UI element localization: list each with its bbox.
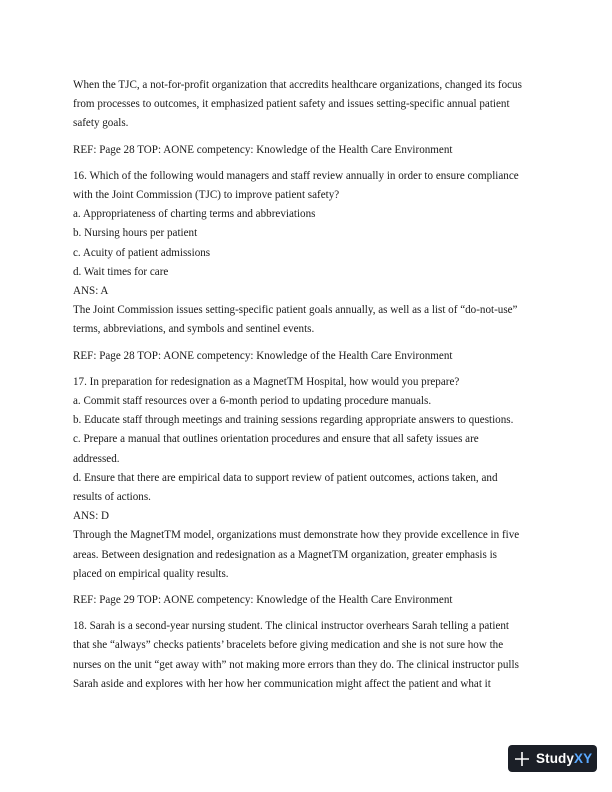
- text-block: [73, 617, 543, 694]
- paragraph-gap: [73, 610, 543, 617]
- text-line: a. Commit staff resources over a 6-month period to updating procedure manuals.: [73, 395, 432, 408]
- studyxy-badge[interactable]: [508, 745, 597, 772]
- text-line: safety goals.: [73, 117, 129, 130]
- text-block: [73, 373, 543, 584]
- plus-sparkle-icon: [515, 752, 529, 766]
- text-line: Sarah aside and explores with her how her communication might affect the patient and what it: [73, 677, 491, 690]
- paragraph-gap: [73, 134, 543, 141]
- text-line: d. Wait times for care: [73, 265, 169, 278]
- text-line: 17. In preparation for redesignation as a MagnetTM Hospital, how would you prepare?: [73, 375, 460, 388]
- text-line: ANS: D: [73, 510, 110, 523]
- text-block: [73, 141, 543, 160]
- paragraph-gap: [73, 340, 543, 347]
- text-line: addressed.: [73, 452, 120, 465]
- text-line: b. Nursing hours per patient: [73, 227, 198, 240]
- text-block: [73, 167, 543, 340]
- text-line: REF: Page 28 TOP: AONE competency: Knowledge of the Health Care Environment: [73, 143, 453, 156]
- paragraph-gap: [73, 584, 543, 591]
- text-line: 18. Sarah is a second-year nursing student. The clinical instructor overhears Sarah telling a patient: [73, 620, 510, 633]
- text-line: nurses on the unit “get away with” not making more errors than they do. The clinical instructor pulls: [73, 658, 519, 671]
- paragraph-gap: [73, 160, 543, 167]
- document-page: [73, 76, 543, 694]
- text-line: from processes to outcomes, it emphasized patient safety and issues setting-specific annual patient: [73, 98, 510, 111]
- text-line: with the Joint Commission (TJC) to improve patient safety?: [73, 189, 340, 202]
- text-line: areas. Between designation and redesignation as a MagnetTM organization, greater emphasis is: [73, 548, 497, 561]
- paragraph-gap: [73, 366, 543, 373]
- text-line: b. Educate staff through meetings and training sessions regarding appropriate answers to questions.: [73, 414, 514, 427]
- text-line: REF: Page 28 TOP: AONE competency: Knowledge of the Health Care Environment: [73, 349, 453, 362]
- text-block: [73, 591, 543, 610]
- text-line: placed on empirical quality results.: [73, 567, 229, 580]
- text-block: [73, 347, 543, 366]
- text-line: terms, abbreviations, and symbols and sentinel events.: [73, 323, 315, 336]
- text-line: 16. Which of the following would managers and staff review annually in order to ensure compliance: [73, 169, 519, 182]
- text-line: d. Ensure that there are empirical data to support review of patient outcomes, actions taken, and: [73, 471, 498, 484]
- text-line: a. Appropriateness of charting terms and abbreviations: [73, 208, 316, 221]
- text-line: The Joint Commission issues setting-specific patient goals annually, as well as a list of “do-not-use”: [73, 304, 518, 317]
- text-line: REF: Page 29 TOP: AONE competency: Knowledge of the Health Care Environment: [73, 594, 453, 607]
- text-line: c. Acuity of patient admissions: [73, 246, 211, 259]
- brand-logo: StudyXY: [536, 751, 593, 766]
- text-line: Through the MagnetTM model, organizations must demonstrate how they provide excellence in five: [73, 529, 520, 542]
- text-block: [73, 76, 543, 134]
- text-line: c. Prepare a manual that outlines orientation procedures and ensure that all safety issues are: [73, 433, 479, 446]
- text-line: that she “always” checks patients’ bracelets before giving medication and she is not sure how the: [73, 639, 504, 652]
- text-line: When the TJC, a not-for-profit organization that accredits healthcare organizations, changed its focus: [73, 79, 522, 91]
- text-line: results of actions.: [73, 491, 151, 504]
- text-line: ANS: A: [73, 285, 109, 298]
